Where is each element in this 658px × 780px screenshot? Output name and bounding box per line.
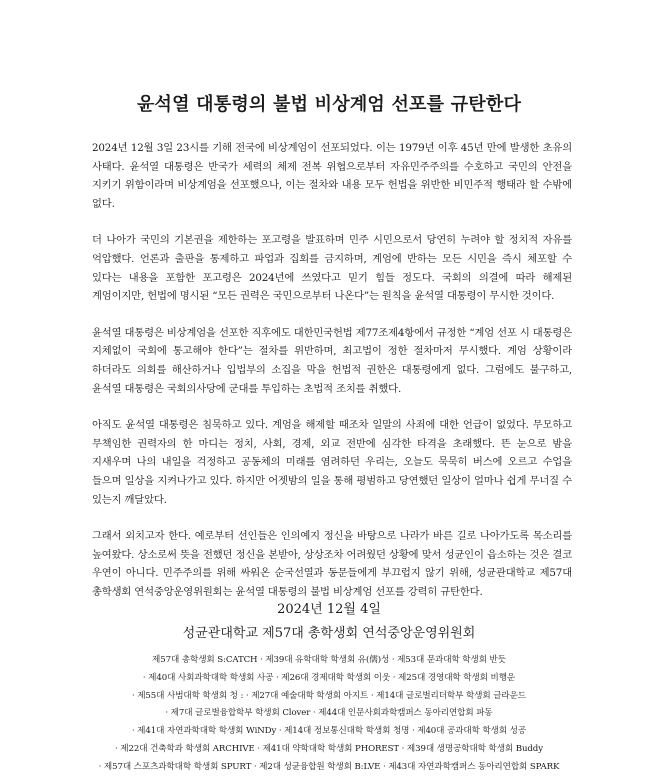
signatory-line: · 제41대 자연과학대학 학생회 WiNDy · 제14대 정보통신대학 학생회 청명 · 제40대 공과대학 학생회 성공 (131, 726, 527, 737)
statement-date: 2024년 12월 4일 (277, 602, 381, 617)
signatory-line: · 제40대 사회과학대학 학생회 사공 · 제26대 경제대학 학생회 이웃 · 제25대 경영대학 학생회 비행운 (142, 672, 516, 683)
statement-body (92, 139, 572, 619)
paragraph-3: 윤석열 대통령은 비상계엄을 선포한 직후에도 대한민국헌법 제77조제4항에서 규정한 “계엄 선포 시 대통령은 지체없이 국회에 통고해야 한다”는 절차를 위반하며, 최고법이 정한 절차마저 무시했다. 계엄 상황이라 하더라도 의회를 해산하거나 입법부의 소집을 막을 헌법적 권한은 대통령에게 없다. 그럼에도 불구하고, 윤석열 대통령은 국회의사당에 군대를 투입하는 초법적 조치를 취했다. (92, 326, 572, 395)
signatory-line: 제57대 총학생회 S:CATCH · 제39대 유학대학 학생회 유(儒)성 · 제53대 문과대학 학생회 반듯 (152, 655, 506, 665)
issuing-organization: 성균관대학교 제57대 총학생회 연석중앙운영위원회 (182, 626, 476, 641)
signatory-line: · 제7대 글로벌융합학부 학생회 Clover · 제44대 인문사회과학캠퍼스 동아리연합회 파동 (165, 708, 493, 719)
signatory-line: · 제55대 사범대학 학생회 청 : · 제27대 예술대학 학생회 아지트 · 제14대 글로벌리더학부 학생회 글라운드 (131, 690, 527, 701)
document-title: 윤석열 대통령의 불법 비상계엄 선포를 규탄한다 (136, 94, 522, 115)
paragraph-4: 아직도 윤석열 대통령은 침묵하고 있다. 계엄을 해제할 때조차 일말의 사죄에 대한 언급이 없었다. 무모하고 무책임한 권력자의 한 마디는 정치, 사회, 경제, 외교 전반에 심각한 타격을 초래했다. 뜬 눈으로 밤을 지새우며 나의 내일을 걱정하고 공동체의 미래를 염려하던 우리는, 오늘도 묵묵히 버스에 오르고 수업을 들으며 일상을 지켜나가고 있다. 하지만 어젯밤의 일을 통해 평범하고 당연했던 일상이 얼마나 쉽게 무너질 수 있는지 깨달았다. (92, 419, 572, 506)
paragraph-5: 그래서 외치고자 한다. 예로부터 선인들은 인의예지 정신을 바탕으로 나라가 바른 길로 나아가도록 목소리를 높여왔다. 상소로써 뜻을 전했던 정신을 본받아, 상상조차 어려웠던 상황에 맞서 성균인이 읍소하는 것은 결코 우연이 아니다. 민주주의를 위해 싸워온 순국선열과 동문들에게 부끄럽지 않기 위해, 성균관대학교 제57대 총학생회 연석중앙운영위원회는 윤석열 대통령의 불법 비상계엄 선포를 강력히 규탄한다. (92, 530, 572, 598)
paragraph-2: 더 나아가 국민의 기본권을 제한하는 포고령을 발표하며 민주 시민으로서 당연히 누려야 할 정치적 자유를 억압했다. 언론과 출판을 통제하고 파업과 집회를 금지하며, 계엄에 반하는 모든 시민을 즉시 체포할 수 있다는 내용을 포함한 포고령은 2024년에 쓰였다고 믿기 힘들 정도다. 국회의 의결에 따라 해제된 계엄이지만, 헌법에 명시된 “모든 권력은 국민으로부터 나온다”는 원칙을 윤석열 대통령이 무시한 것이다. (92, 234, 572, 303)
signatory-line: · 제57대 스포츠과학대학 학생회 SPURT · 제2대 성균융합원 학생회 B:LVE · 제43대 자연과학캠퍼스 동아리연합회 SPARK (98, 761, 560, 772)
signatory-list (40, 652, 618, 777)
signatory-line: · 제22대 건축학과 학생회 ARCHIVE · 제41대 약학대학 학생회 PHOREST · 제39대 생명공학대학 학생회 Buddy (115, 743, 543, 754)
paragraph-1: 2024년 12월 3일 23시를 기해 전국에 비상계엄이 선포되었다. 이는 1979년 이후 45년 만에 발생한 초유의 사태다. 윤석열 대통령은 반국가 세력의 체제 전복 위협으로부터 자유민주주의를 수호하고 국민의 안전을 지키기 위함이라며 비상계엄을 선포했으나, 이는 절차와 내용 모두 헌법을 위반한 비민주적 행태라 할 수밖에 없다. (92, 142, 572, 210)
